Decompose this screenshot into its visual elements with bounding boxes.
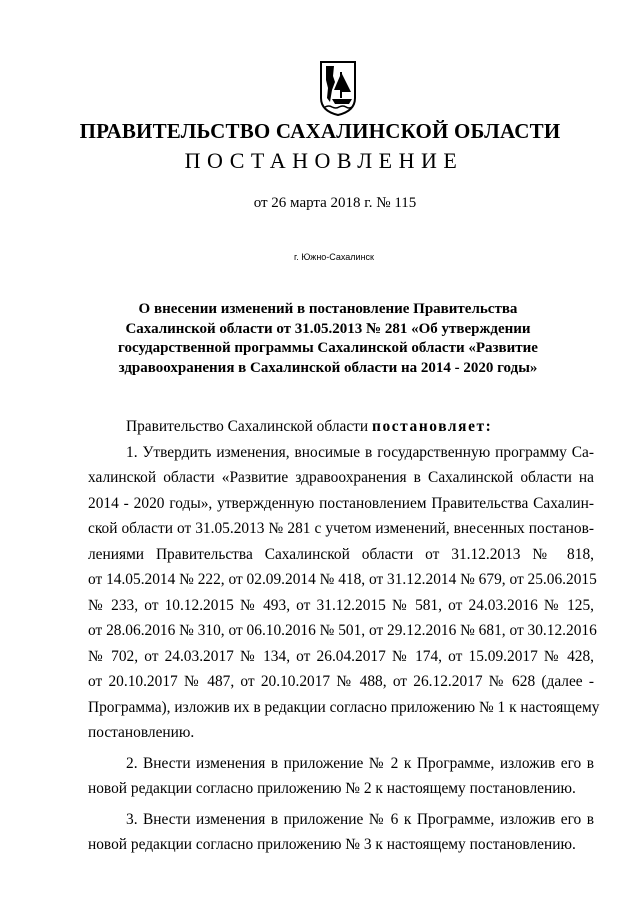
paragraph-line: от 14.05.2014 № 222, от 02.09.2014 № 418, от 31.12.2014 № 679, от 25.06.2015: [88, 571, 597, 588]
government-title: ПРАВИТЕЛЬСТВО САХАЛИНСКОЙ ОБЛАСТИ: [79, 119, 561, 143]
paragraph-line: 1. Утвердить изменения, вносимые в государственную программу Са-: [126, 443, 594, 461]
document-city: г. Южно-Сахалинск: [294, 252, 374, 262]
coat-of-arms-icon: [318, 58, 358, 116]
paragraph-line: от 28.06.2016 № 310, от 06.10.2016 № 501, от 29.12.2016 № 681, от 30.12.2016: [88, 622, 597, 639]
paragraph-line: 3. Внести изменения в приложение № 6 к Программе, изложив его в: [126, 810, 594, 828]
paragraph-line: ской области от 31.05.2013 № 281 с учетом изменений, внесенных постанов-: [88, 520, 594, 537]
preamble: [88, 414, 594, 440]
paragraph-line: новой редакции согласно приложению № 2 к настоящему постановлению.: [88, 780, 576, 797]
subject-line: Сахалинской области от 31.05.2013 № 281 «Об утверждении: [125, 320, 531, 337]
document-type: ПОСТАНОВЛЕНИЕ: [184, 148, 464, 173]
document-date-number: от 26 марта 2018 г. № 115: [253, 195, 417, 211]
paragraph-line: лениями Правительства Сахалинской области от 31.12.2013 № 818,: [88, 545, 594, 563]
preamble-emphasis: постановляет:: [371, 418, 493, 435]
paragraph-line: от 20.10.2017 № 487, от 20.10.2017 № 488, от 26.12.2017 № 628 (далее -: [88, 673, 594, 690]
document-body: [88, 414, 600, 858]
paragraph-line: № 702, от 24.03.2017 № 134, от 26.04.2017 № 174, от 15.09.2017 № 428,: [88, 647, 594, 665]
subject-line: государственной программы Сахалинской области «Развитие: [118, 340, 538, 356]
preamble-text: Правительство Сахалинской области: [126, 418, 372, 435]
subject-line: О внесении изменений в постановление Правительства: [138, 301, 518, 317]
paragraph-line: халинской области «Развитие здравоохранения в Сахалинской области на: [88, 469, 594, 486]
document-subject: [0, 300, 640, 378]
paragraph-line: новой редакции согласно приложению № 3 к настоящему постановлению.: [88, 836, 576, 853]
paragraph-1: [88, 440, 600, 746]
paragraph-line: постановлению.: [88, 724, 195, 741]
paragraph-3: [88, 807, 594, 858]
paragraph-line: № 233, от 10.12.2015 № 493, от 31.12.2015 № 581, от 24.03.2016 № 125,: [88, 596, 594, 614]
paragraph-line: 2. Внести изменения в приложение № 2 к Программе, изложив его в: [126, 754, 594, 772]
subject-line: здравоохранения в Сахалинской области на 2014 - 2020 годы»: [118, 359, 538, 376]
paragraph-line: 2014 - 2020 годы», утвержденную постановлением Правительства Сахалин-: [88, 494, 594, 512]
paragraph-line: Программа), изложив их в редакции согласно приложению № 1 к настоящему: [88, 698, 600, 716]
paragraph-2: [88, 751, 594, 802]
